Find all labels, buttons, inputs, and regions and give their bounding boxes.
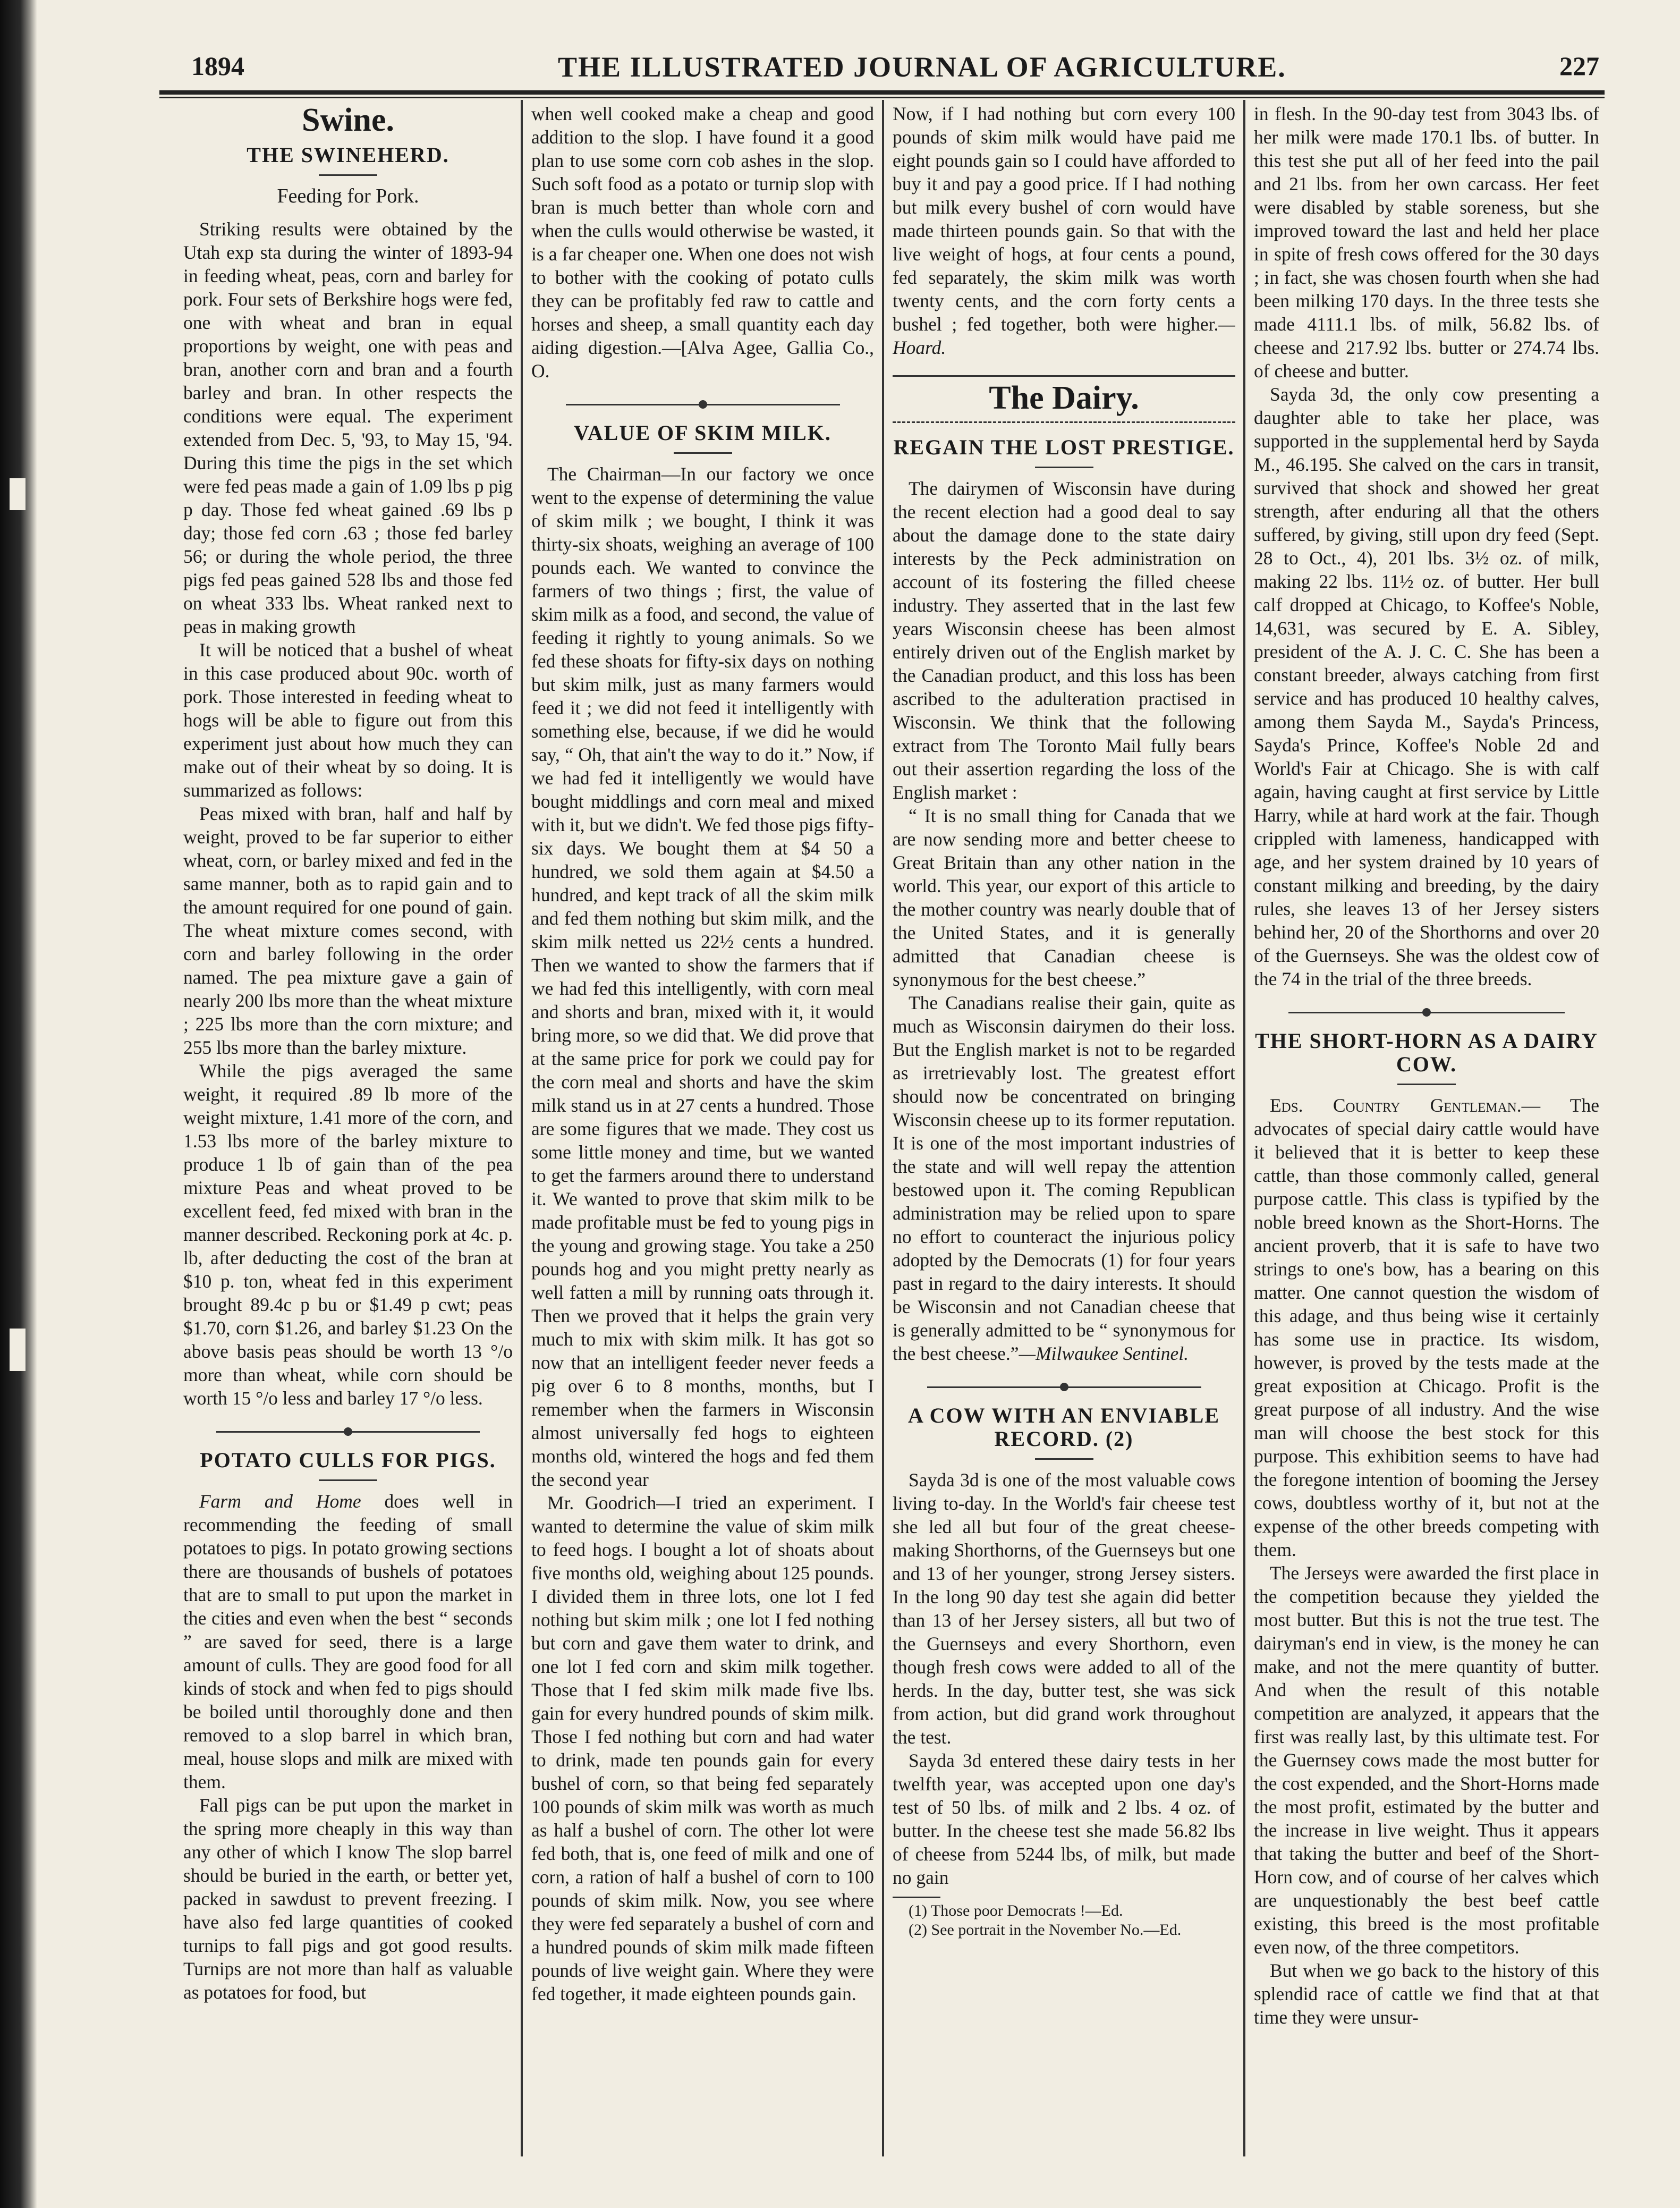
column-1 xyxy=(183,102,513,2164)
header-year: 1894 xyxy=(191,51,244,81)
article-title-skim-milk: VALUE OF SKIM MILK. xyxy=(574,421,831,445)
divider xyxy=(893,375,1235,377)
binding-spine xyxy=(0,0,37,2208)
paragraph: Fall pigs can be put upon the market in the spring more cheaply in this way than any other of which I know The slop barrel should be buried in the earth, or better yet, packed in sawdust to prevent freezing. I have also fed large quantities of cooked turnips to fall pigs and got good results. Turnips are not more than half as valuable as potatoes for food, but xyxy=(183,1795,513,2003)
section-title-dairy: The Dairy. xyxy=(989,380,1139,416)
header-page-number: 227 xyxy=(1559,51,1599,81)
paragraph: when well cooked make a cheap and good addition to the slop. I have found it a good plan to use some corn cob ashes in the slop. Such soft food as a potato or turnip slop with bran is much better than whole corn and when the culls would otherwise be wasted, it is a far cheaper one. When one does not wish to bother with the cooking of potato culls they can be profitably fed raw to cattle and horses and sheep, a small quantity each day aiding digestion.—[Alva Agee, Gallia Co., O. xyxy=(531,103,874,382)
divider xyxy=(893,421,1235,423)
divider xyxy=(1035,1458,1093,1460)
paragraph: Sayda 3d, the only cow presenting a daughter able to take her place, was supported in the supplemental herd by Sayda M., 46.195. She calved on the cars in transit, survived that shock and showed her great strength, after enduring all that the others suffered, by giving, still upon dry feed (Sept. 28 to Oct., 4), 201 lbs. 3½ oz. of milk, making 22 lbs. 11½ oz. of butter. Her bull calf dropped at Chicago, to Koffee's Noble, 14,631, was secured by E. A. Sibley, president of the A. J. C. C. She has been a constant breeder, always catching from first service and has produced 10 healthy calves, among them Sayda M., Sayda's Princess, Sayda's Prince, Koffee's Noble 2d and World's Fair at Chicago. She is with calf again, having caught at first service by Little Harry, while at hard work at the fair. Though crippled with lameness, handicapped with age, and her system drained by 10 years of constant milking and breeding, by the dairy rules, she leaves 13 of her Jersey sisters behind her, 20 of the Shorthorns and over 20 of the Guernseys. She was the oldest cow of the 74 in the trial of the three breeds. xyxy=(1254,384,1599,989)
ornamental-divider xyxy=(216,1431,480,1433)
paragraph xyxy=(893,102,1235,359)
footnote-divider xyxy=(893,1897,940,1898)
column-3 xyxy=(893,102,1235,2164)
paragraph: The dairymen of Wisconsin have during the recent election had a good deal to say about the damage done to the state dairy interests by the Peck administration on account of its fostering the filled cheese industry. They asserted that in the last few years Wisconsin cheese has been almost entirely driven out of the English market by the Canadian product, and this loss has been ascribed to the adulteration practised in Wisconsin. We think that the following extract from The Toronto Mail fully bears out their assertion regarding the loss of the English market : xyxy=(893,478,1235,803)
paragraph: Striking results were obtained by the Utah exp sta during the winter of 1893-94 in feeding wheat, peas, corn and barley for pork. Four sets of Berkshire hogs were fed, one with wheat and bran in equal proportions by weight, one with peas and bran, another corn and bran and a fourth barley and bran. In other respects the conditions were equal. The experiment extended from Dec. 5, '93, to May 15, '94. During this time the pigs in the set which were fed peas made a gain of 1.09 lbs p pig p day. Those fed wheat gained .69 lbs p day; those fed corn .63 ; those fed barley 56; or during the whole period, the three pigs fed peas gained 528 lbs and those fed on wheat 333 lbs. Wheat ranked next to peas in making growth xyxy=(183,218,513,637)
paragraph: While the pigs averaged the same weight, it required .89 lb more of the weight mixture, 1.41 more of the corn, and 1.53 lbs more of the barley mixture to produce 1 lb of gain than of the pea mixture Peas and wheat proved to be excellent feed, fed mixed with bran in the manner described. Reckoning pork at 4c. p. lb, after deducting the cost of the bran at $10 p. ton, wheat fed in this experiment brought 89.4c p bu or $1.49 p cwt; peas $1.70, corn $1.26, and barley $1.23 On the above basis peas should be worth 13 °/o more than wheat, while corn should be worth 15 °/o less and barley 17 °/o less. xyxy=(183,1060,513,1409)
article-title-lost-prestige: REGAIN THE LOST PRESTIGE. xyxy=(893,435,1235,459)
divider xyxy=(674,452,732,454)
footnote: (1) Those poor Democrats !—Ed. xyxy=(909,1902,1123,1919)
divider xyxy=(1397,1084,1456,1085)
header-rule xyxy=(159,90,1605,95)
article-title-potato-culls: POTATO CULLS FOR PIGS. xyxy=(200,1448,496,1472)
salutation: Eds. Country Gentleman. xyxy=(1270,1095,1522,1116)
paragraph-text: does well in recommending the feeding of small potatoes to pigs. In potato growing sections there are thousands of bushels of potatoes that are to small to put upon the market in the cities and even when the best “ seconds ” are saved for seed, there is a large amount of culls. They are good food for all kinds of stock and when fed to pigs should be boiled until thoroughly done and then removed to a slop barrel in which bran, meal, house slops and milk are mixed with them. xyxy=(183,1491,513,1792)
binding-mark xyxy=(10,478,26,510)
paragraph: Mr. Goodrich—I tried an experiment. I wanted to determine the value of skim milk to feed hogs. I bought a lot of shoats about five months old, weighing about 125 pounds. I divided them in three lots, one lot I fed nothing but skim milk ; one lot I fed nothing but corn and gave them water to drink, and one lot I fed corn and skim milk together. Those that I fed skim milk made five lbs. gain for every hundred pounds of skim milk. Those I fed nothing but corn and had water to drink, made ten pounds gain for every bushel of corn, so that being fed separately 100 pounds of skim milk was worth as much as half a bushel of corn. The other lot were fed both, that is, one feed of milk and one of corn, a ration of half a bushel of corn to 100 pounds of skim milk. Now, you see where they were fed separately a bushel of corn and a hundred pounds of skim milk made fifteen pounds of live weight gain. Where they were fed together, it made eighteen pounds gain. xyxy=(531,1492,874,2004)
paragraph: The Chairman—In our factory we once went to the expense of determining the value of skim milk ; we bought, I think it was thirty-six shoats, weighing an average of 100 pounds each. We wanted to convince the farmers of two things ; first, the value of skim milk as a food, and second, the value of feeding it rightly to young animals. So we fed these shoats for fifty-six days on nothing but skim milk, just as many farmers would feed it ; we did not feed it intelligently with something else, because, if we did he would say, “ Oh, that ain't the way to do it.” Now, if we had fed it intelligently we would have bought middlings and corn meal and mixed with it, but we didn't. We fed those pigs fifty-six days. We bought them at $4 50 a hundred, we sold them again at $4.50 a hundred, and kept track of all the skim milk and fed them nothing but skim milk, and the skim milk netted us 22½ cents a hundred. Then we wanted to show the farmers that if we had fed this intelligently, with corn meal and shorts and bran, mixed with it, it would bring more, so we did that. We did prove that at the same price for pork we could pay for the corn meal and shorts and have the skim milk stand us in at 27 cents a hundred. Those are some figures that we made. They cost us some little money and time, but we wanted to get the farmers around there to understand it. We wanted to prove that skim milk to be made profitable must be fed to young pigs in the young and growing stage. You take a 250 pounds hog and you might pretty nearly as well fatten a mill by running oats through it. Then we proved that it helps the grain very much to mix with skim milk. It has got so now that an intelligent feeder never feeds a pig over 6 to 8 months, months, but I remember when the farmers in Wisconsin almost universally fed hogs to eighteen months old, wintered the hogs and fed them the second year xyxy=(531,463,874,1490)
header-rule-thin xyxy=(159,97,1605,98)
paragraph: The Jerseys were awarded the first place in the competition because they yielded the most butter. But this is not the true test. The dairyman's end in view, is the money he can make, and not the mere quantity of butter. And when the result of this notable competition are analyzed, it appears that the first was really last, by this ultimate test. For the Guernsey cows made the most butter for the cost expended, and the Short-Horns made the most profit, estimated by the butter and the increase in live weight. Thus it appears that taking the butter and beef of the Short-Horn cow, and of course of her calves which are unquestionably the best beef cattle existing, this breed is the most profitable even now, of the three competitors. xyxy=(1254,1562,1599,1958)
ornamental-divider xyxy=(927,1386,1201,1388)
article-title-enviable-record: A COW WITH AN ENVIABLE RECORD. (2) xyxy=(907,1403,1220,1451)
paragraph xyxy=(1254,1094,1599,1561)
paragraph-text: The Canadians realise their gain, quite as much as Wisconsin dairymen do their loss. But the English market is not to be regarded as irretrievably lost. The greatest effort should now be concentrated on bringing Wisconsin cheese up to its former reputation. It is one of the most important industries of the state and will well repay the attention bestowed upon it. The coming Republican administration may be relied upon to spare no effort to counteract the injurious policy adopted by the Democrats (1) for four years past in regard to the dairy interests. It should be Wisconsin and not Canadian cheese that is generally admitted to be “ synonymous for the best cheese.” xyxy=(893,992,1235,1364)
column-divider xyxy=(521,100,523,2156)
divider xyxy=(1035,467,1093,468)
paragraph: It will be noticed that a bushel of wheat in this case produced about 90c. worth of pork. Those interested in feeding wheat to hogs will be able to figure out from this experiment just about how much they can make out of their wheat by so doing. It is summarized as follows: xyxy=(183,639,513,801)
column-divider xyxy=(882,100,884,2156)
column-divider xyxy=(1243,100,1245,2156)
paragraph xyxy=(893,991,1235,1365)
ornamental-divider xyxy=(1288,1012,1565,1013)
signature: —Hoard. xyxy=(893,314,1235,358)
signature: —Milwaukee Sentinel. xyxy=(1019,1343,1189,1364)
article-title-swineherd: THE SWINEHERD. xyxy=(247,143,449,167)
paragraph-text: — The advocates of special dairy cattle would have it believed that it is better to keep these cattle, than those commonly called, general purpose cattle. This class is typified by the noble breed known as the Short-Horns. The ancient proverb, that it is safe to have two strings to one's bow, has a bearing on this matter. One cannot question the wisdom of this adage, and thus being wise it certainly has some use in practice. Its wisdom, however, is proved by the tests made at the great exposition at Chicago. Profit is the great purpose of all industry. And the wise man will choose the best stock for this purpose. This exhibition seems to have had the foregone intention of booming the Jersey cows, doubtless worthy of it, but not at the expense of the other breeds competing with them. xyxy=(1254,1095,1599,1560)
divider xyxy=(319,1479,377,1481)
footnote: (2) See portrait in the November No.—Ed. xyxy=(909,1921,1182,1939)
ornamental-divider xyxy=(566,404,840,405)
header-title: THE ILLUSTRATED JOURNAL OF AGRICULTURE. xyxy=(558,51,1286,83)
section-title-swine: Swine. xyxy=(302,102,394,138)
column-4 xyxy=(1254,102,1599,2164)
source-name: Farm and Home xyxy=(199,1491,361,1512)
paragraph: Peas mixed with bran, half and half by weight, proved to be far superior to either wheat, corn, or barley mixed and fed in the same manner, both as to rapid gain and to the amount required for one pound of gain. The wheat mixture comes second, with corn and barley following in the order named. The pea mixture gave a gain of nearly 200 lbs more than the wheat mixture ; 225 lbs more than the corn mixture; and 255 lbs more than the barley mixture. xyxy=(183,803,513,1058)
article-title-short-horn: THE SHORT-HORN AS A DAIRY COW. xyxy=(1255,1029,1598,1076)
paragraph: Sayda 3d is one of the most valuable cows living to-day. In the World's fair cheese test she led all but four of the great cheese-making Shorthorns, of the Guernseys but one and 13 of her younger, strong Jersey sisters. In the long 90 day test she again did better than 13 of her Jersey sisters, all but two of the Guernseys and every Shorthorn, even though fresh cows were added to all of the herds. In the day, butter test, she was sick from action, but did grand work throughout the test. xyxy=(893,1469,1235,1748)
quoted-paragraph: “ It is no small thing for Canada that we are now sending more and better cheese to Great Britain than any other nation in the world. This year, our export of this article to the mother country was nearly double that of the United States, and it is generally admitted that Canadian cheese is synonymous for the best cheese.” xyxy=(893,805,1235,990)
paragraph: in flesh. In the 90-day test from 3043 lbs. of her milk were made 170.1 lbs. of butter. In this test she put all of her feed into the pail and 21 lbs. from her own carcass. Her feet were disabled by stable soreness, but she improved toward the last and held her place in spite of fresh cows offered for the 30 days ; in fact, she was chosen fourth when she had been milking 170 days. In the three tests she made 4111.1 lbs. of milk, 56.82 lbs. of cheese and 217.92 lbs. butter or 274.74 lbs. of cheese and butter. xyxy=(1254,103,1599,382)
column-2 xyxy=(531,102,874,2164)
paragraph: But when we go back to the history of this splendid race of cattle we find that at that time they were unsur- xyxy=(1254,1960,1599,2028)
article-subtitle-feeding: Feeding for Pork. xyxy=(277,185,419,207)
binding-mark xyxy=(10,1329,26,1371)
paragraph xyxy=(183,1490,513,1794)
paragraph-text: Now, if I had nothing but corn every 100 pounds of skim milk would have paid me eight pounds gain so I could have afforded to buy it and pay a good price. If I had nothing but milk every bushel of corn would have made thirteen pounds gain. So that with the live weight of hogs, at four cents a pound, fed separately, the skim milk was worth twenty cents, and the corn forty cents a bushel ; fed together, both were higher. xyxy=(893,103,1235,335)
page-header xyxy=(191,50,1599,88)
paragraph: Sayda 3d entered these dairy tests in her twelfth year, was accepted upon one day's test of 50 lbs. of milk and 2 lbs. 4 oz. of butter. In the cheese test she made 56.82 lbs of cheese from 5244 lbs, of milk, but made no gain xyxy=(893,1750,1235,1888)
divider xyxy=(319,174,377,176)
